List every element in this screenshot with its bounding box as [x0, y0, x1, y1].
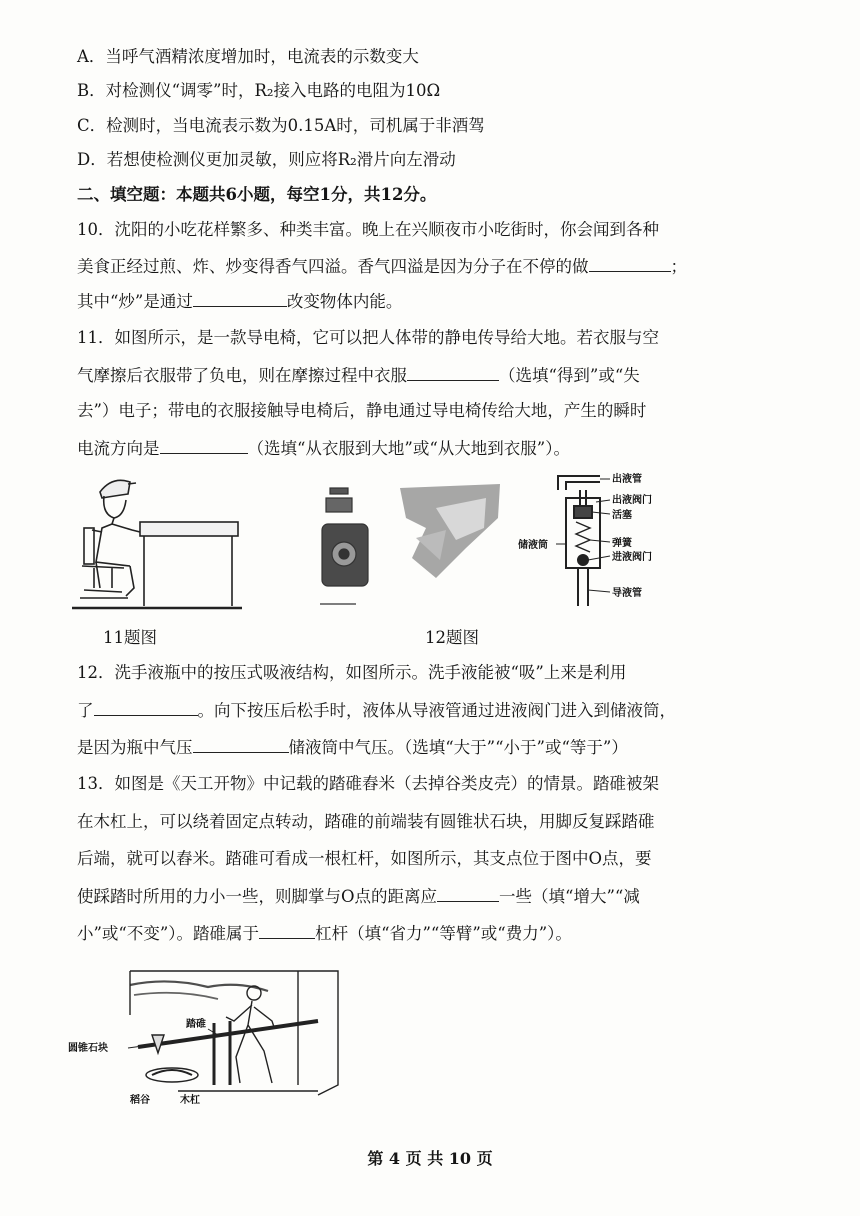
q12-text: 。向下按压后松手时，液体从导液管通过进液阀门进入到储液筒， [197, 701, 676, 720]
label-piston: 活塞 [612, 510, 632, 521]
caption-figure-11: 11题图 [103, 628, 157, 647]
figure-12-bottle-photo [316, 478, 506, 613]
q13-line2: 在木杠上，可以绕着固定点转动，踏碓的前端装有圆锥状石块，用脚反复踩踏碓 [77, 812, 655, 831]
figure-12-pump-diagram [518, 470, 688, 610]
label-stone: 圆锥石块 [68, 1043, 108, 1054]
q10-text: ； [670, 257, 687, 276]
label-spring: 弹簧 [612, 538, 632, 549]
option-b: B．对检测仪“调零”时，R₂接入电路的电阻为10Ω [77, 81, 441, 100]
q11-line4 [77, 437, 570, 460]
q10-line2 [77, 255, 687, 278]
q10-text: 其中“炒”是通过 [77, 292, 193, 311]
answer-blank[interactable] [259, 922, 315, 939]
label-outlet-valve: 出液阀门 [612, 495, 652, 506]
q13-line4 [77, 885, 640, 908]
q12-line2 [77, 699, 676, 722]
caption-figure-12: 12题图 [425, 628, 479, 647]
label-outlet-tube: 出液管 [612, 474, 642, 485]
label-guide-tube: 导液管 [612, 588, 642, 599]
q11-line1: 11．如图所示，是一款导电椅，它可以把人体带的静电传导给大地。若衣服与空 [77, 328, 659, 347]
answer-blank[interactable] [407, 364, 499, 381]
q13-text: 使踩踏时所用的力小一些，则脚掌与O点的距离应 [77, 887, 438, 906]
label-pestle: 踏碓 [186, 1019, 206, 1030]
q13-line1: 13．如图是《天工开物》中记载的踏碓舂米（去掉谷类皮壳）的情景。踏碓被架 [77, 774, 659, 793]
figure-13-treadle-mortar [68, 965, 358, 1110]
answer-blank[interactable] [589, 255, 671, 272]
label-rice: 稻谷 [130, 1095, 150, 1106]
q11-line2 [77, 364, 640, 387]
q11-text: （选填“得到”或“失 [499, 366, 640, 385]
q13-line3: 后端，就可以舂米。踏碓可看成一根杠杆，如图所示，其支点位于图中O点，要 [77, 849, 652, 868]
q10-line1: 10．沈阳的小吃花样繁多、种类丰富。晚上在兴顺夜市小吃街时，你会闻到各种 [77, 220, 659, 239]
option-c: C．检测时，当电流表示数为0.15A时，司机属于非酒驾 [77, 116, 485, 135]
answer-blank[interactable] [437, 885, 499, 902]
q12-text: 储液筒中气压。（选填“大于”“小于”或“等于”） [288, 738, 628, 757]
option-d: D．若想使检测仪更加灵敏，则应将R₂滑片向左滑动 [77, 150, 456, 169]
answer-blank[interactable] [160, 437, 248, 454]
q11-line3: 去”）电子；带电的衣服接触导电椅后，静电通过导电椅传给大地，产生的瞬时 [77, 401, 647, 420]
option-a: A．当呼气酒精浓度增加时，电流表的示数变大 [77, 47, 419, 66]
q12-text: 了 [77, 701, 94, 720]
q10-line3 [77, 290, 402, 313]
q10-text: 改变物体内能。 [286, 292, 403, 311]
label-cylinder: 储液筒 [518, 540, 548, 551]
label-beam: 木杠 [180, 1095, 200, 1106]
answer-blank[interactable] [193, 736, 289, 753]
q13-text: 一些（填“增大”“减 [499, 887, 640, 906]
q11-text: 气摩擦后衣服带了负电，则在摩擦过程中衣服 [77, 366, 407, 385]
q10-text: 美食正经过煎、炸、炒变得香气四溢。香气四溢是因为分子在不停的做 [77, 257, 589, 276]
answer-blank[interactable] [193, 290, 287, 307]
q13-text: 小”或“不变”）。踏碓属于 [77, 924, 260, 943]
answer-blank[interactable] [94, 699, 198, 716]
figure-11-conductive-chair [72, 470, 252, 615]
q13-text: 杠杆（填“省力”“等臂”或“费力”）。 [315, 924, 572, 943]
q11-text: 电流方向是 [77, 439, 160, 458]
section-heading: 二、填空题：本题共6小题，每空1分，共12分。 [77, 185, 437, 204]
q13-line5 [77, 922, 572, 945]
page-footer: 第 4 页 共 10 页 [367, 1149, 493, 1168]
q11-text: （选填“从衣服到大地”或“从大地到衣服”）。 [247, 439, 570, 458]
q12-line3 [77, 736, 628, 759]
q12-text: 是因为瓶中气压 [77, 738, 193, 757]
label-inlet-valve: 进液阀门 [612, 552, 652, 563]
q12-line1: 12．洗手液瓶中的按压式吸液结构，如图所示。洗手液能被“吸”上来是利用 [77, 663, 627, 682]
